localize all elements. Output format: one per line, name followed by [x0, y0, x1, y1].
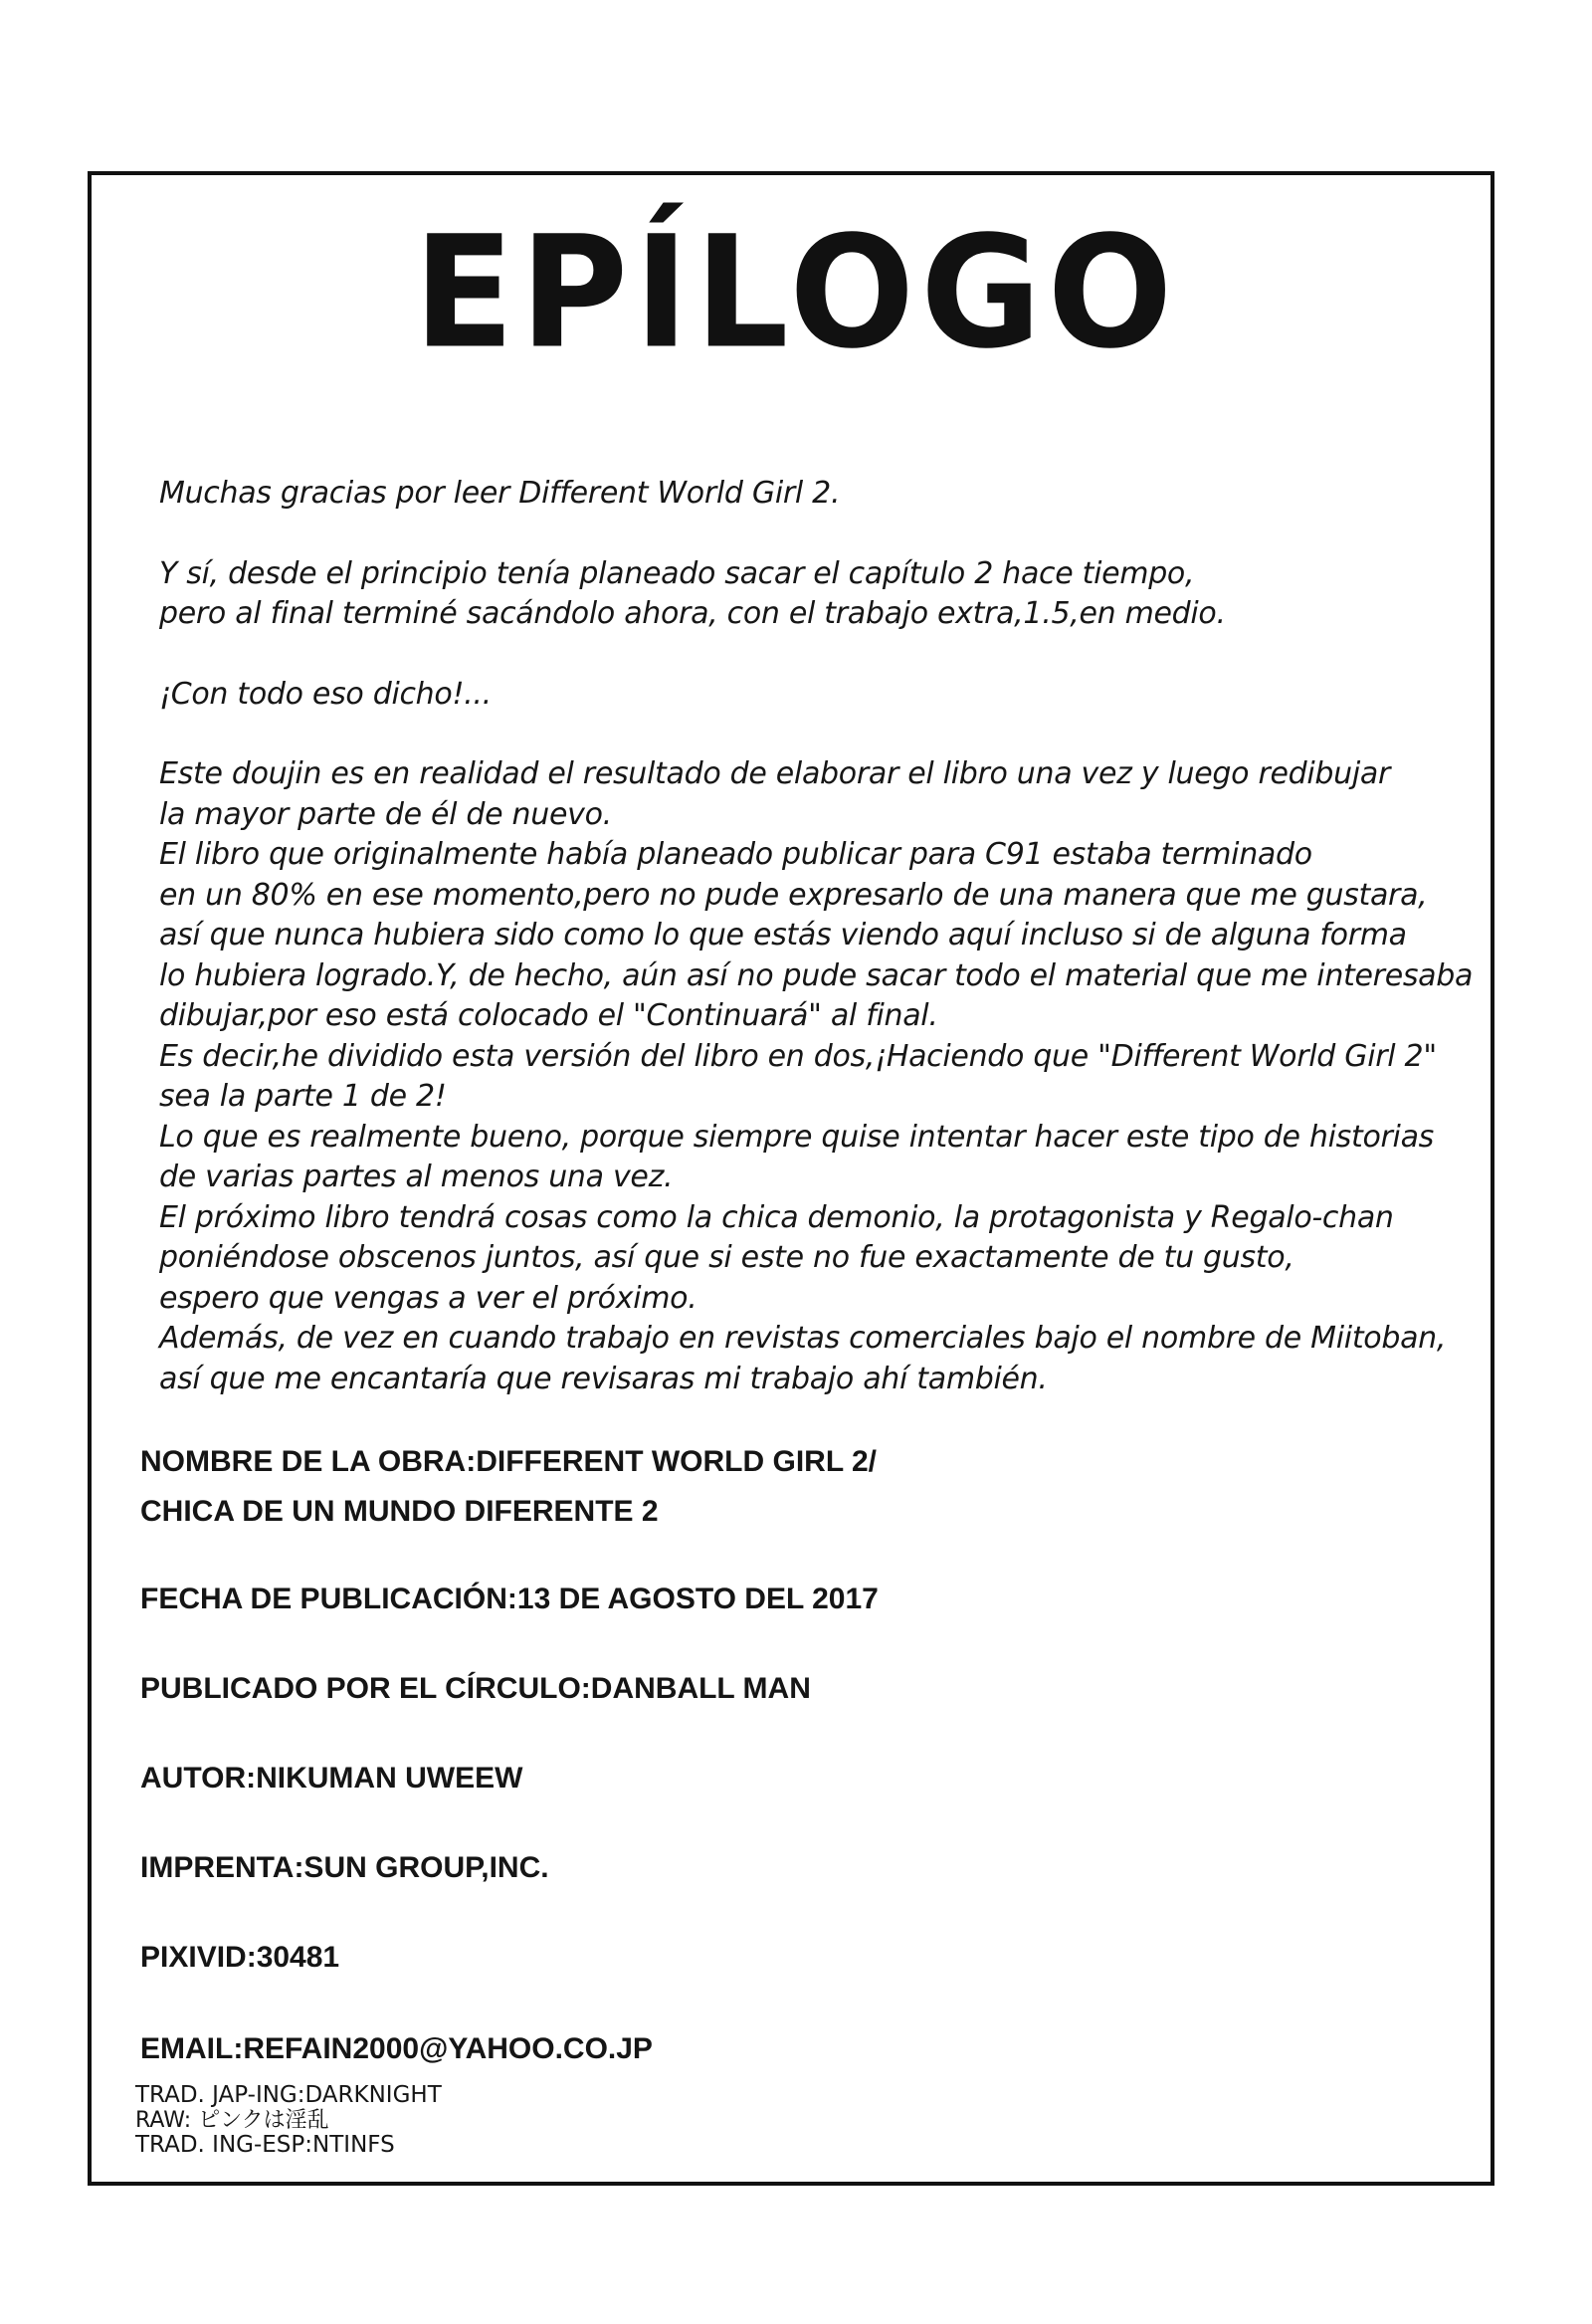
credit-circle: PUBLICADO POR EL CÍRCULO:DANBALL MAN	[140, 1672, 811, 1705]
para3-line: así que nunca hubiera sido como lo que estás viendo aquí incluso si de alguna forma	[159, 918, 1407, 952]
para2-line: ¡Con todo eso dicho!...	[159, 676, 492, 712]
para3-line: espero que vengas a ver el próximo.	[159, 1280, 697, 1316]
credit-publication-date: FECHA DE PUBLICACIÓN:13 DE AGOSTO DEL 2017	[140, 1583, 879, 1615]
para3-line: Es decir,he dividido esta versión del libro en dos,¡Haciendo que "Different World Girl 2"	[159, 1038, 1437, 1074]
credit-pixiv: PIXIVID:30481	[140, 1941, 340, 1974]
para3-line: de varias partes al menos una vez.	[159, 1160, 674, 1194]
credit-work-title: NOMBRE DE LA OBRA:DIFFERENT WORLD GIRL 2/	[140, 1445, 877, 1478]
para3-line: El libro que originalmente había planeado publicar para C91 estaba terminado	[159, 837, 1312, 872]
para3-line: poniéndose obscenos juntos, así que si este no fue exactamente de tu gusto,	[159, 1240, 1294, 1275]
para3-line: Además, de vez en cuando trabajo en revistas comerciales bajo el nombre de Miitoban,	[159, 1321, 1447, 1356]
para3-line: El próximo libro tendrá cosas como la chica demonio, la protagonista y Regalo-chan	[159, 1199, 1394, 1235]
para1-line: Y sí, desde el principio tenía planeado sacar el capítulo 2 hace tiempo,	[159, 555, 1195, 591]
epilogue-text	[159, 474, 1474, 1399]
para3-line: dibujar,por eso está colocado el "Continuará" al final.	[159, 998, 938, 1033]
credit-translation-ing-esp: TRAD. ING-ESP:NTINFS	[135, 2132, 395, 2158]
credit-raw: RAW: ピンクは淫乱	[135, 2108, 329, 2133]
para3-line: sea la parte 1 de 2!	[159, 1079, 447, 1114]
credit-author: AUTOR:NIKUMAN UWEEW	[140, 1762, 523, 1795]
para3-line: Lo que es realmente bueno, porque siempre quise intentar hacer este tipo de historias	[159, 1119, 1435, 1155]
para3-line: así que me encantaría que revisaras mi trabajo ahí también.	[159, 1361, 1048, 1396]
para3-line: la mayor parte de él de nuevo.	[159, 796, 612, 832]
credit-work-title-es: CHICA DE UN MUNDO DIFERENTE 2	[140, 1495, 659, 1528]
credit-email: EMAIL:REFAIN2000@YAHOO.CO.JP	[140, 2032, 653, 2065]
credit-translation-jap-ing: TRAD. JAP-ING:DARKNIGHT	[135, 2082, 442, 2108]
page-title: EPÍLOGO	[413, 202, 1179, 383]
para1-line: pero al final terminé sacándolo ahora, con el trabajo extra,1.5,en medio.	[159, 596, 1226, 631]
intro-line: Muchas gracias por leer Different World Girl 2.	[159, 476, 841, 511]
para3-line: Este doujin es en realidad el resultado de elaborar el libro una vez y luego redibujar	[159, 756, 1391, 791]
para3-line: en un 80% en ese momento,pero no pude expresarlo de una manera que me gustara,	[159, 877, 1428, 913]
credit-printer: IMPRENTA:SUN GROUP,INC.	[140, 1851, 549, 1884]
para3-line: lo hubiera logrado.Y, de hecho, aún así no pude sacar todo el material que me interesaba	[159, 957, 1474, 993]
translation-credits	[135, 2083, 442, 2158]
